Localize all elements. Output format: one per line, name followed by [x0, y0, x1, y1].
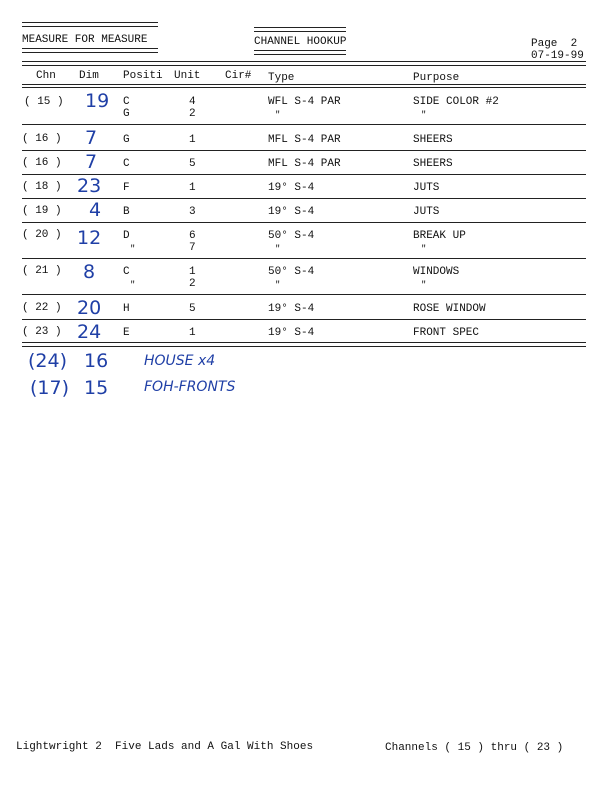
- header-rule-top-left: [22, 22, 158, 27]
- handwritten-channel: (24): [28, 350, 68, 372]
- row-unit: 4: [189, 96, 196, 108]
- row-type: WFL S-4 PAR: [268, 96, 341, 108]
- row-position: E: [123, 327, 130, 339]
- row-unit: 2: [189, 278, 196, 290]
- row-unit: 5: [189, 303, 196, 315]
- row-position: D: [123, 230, 130, 242]
- row-divider: [22, 319, 586, 320]
- row-type: MFL S-4 PAR: [268, 134, 341, 146]
- row-purpose: FRONT SPEC: [413, 327, 480, 339]
- row-unit: 6: [189, 230, 196, 242]
- header-divider: [22, 84, 586, 85]
- row-channel: ( 16 ): [22, 157, 62, 169]
- row-channel: ( 16 ): [22, 133, 62, 145]
- row-position: F: [123, 182, 130, 194]
- row-purpose: JUTS: [413, 206, 440, 218]
- header-rule-bottom-center: [254, 50, 346, 55]
- row-position: H: [123, 303, 130, 315]
- header-divider-2: [22, 87, 586, 88]
- table-rule-bottom: [22, 342, 586, 347]
- row-channel: ( 19 ): [22, 205, 62, 217]
- col-header-circuit: Cir#: [225, 70, 252, 82]
- row-purpose: BREAK UP: [413, 230, 466, 242]
- row-channel: ( 22 ): [22, 302, 62, 314]
- row-unit: 1: [189, 327, 196, 339]
- row-dimmer-handwritten: 19: [85, 90, 110, 112]
- row-position: G: [123, 134, 130, 146]
- table-rule-top: [22, 61, 586, 66]
- col-header-type: Type: [268, 72, 295, 84]
- handwritten-note: HOUSE x4: [144, 353, 216, 369]
- show-title: MEASURE FOR MEASURE: [22, 34, 148, 46]
- row-unit: 7: [189, 242, 196, 254]
- row-purpose-ditto: ": [421, 280, 427, 290]
- row-divider: [22, 258, 586, 259]
- row-dimmer-handwritten: 20: [77, 297, 102, 319]
- row-position: C: [123, 96, 130, 108]
- row-position: G: [123, 108, 130, 120]
- row-type: 19° S-4: [268, 327, 315, 339]
- row-position-ditto: ": [130, 244, 136, 254]
- report-title: CHANNEL HOOKUP: [254, 36, 347, 48]
- row-purpose: SHEERS: [413, 158, 453, 170]
- row-purpose: ROSE WINDOW: [413, 303, 486, 315]
- col-header-chn: Chn: [36, 70, 56, 82]
- row-dimmer-handwritten: 24: [77, 321, 102, 343]
- row-purpose-ditto: ": [421, 110, 427, 120]
- row-unit: 1: [189, 182, 196, 194]
- row-type: 19° S-4: [268, 303, 315, 315]
- row-divider: [22, 174, 586, 175]
- row-unit: 5: [189, 158, 196, 170]
- row-type: 19° S-4: [268, 182, 315, 194]
- row-purpose: JUTS: [413, 182, 440, 194]
- row-position: B: [123, 206, 130, 218]
- row-position: C: [123, 158, 130, 170]
- row-dimmer-handwritten: 7: [85, 127, 98, 149]
- row-position-ditto: ": [130, 280, 136, 290]
- row-type-ditto: ": [275, 110, 281, 120]
- row-dimmer-handwritten: 23: [77, 175, 102, 197]
- row-divider: [22, 294, 586, 295]
- row-channel: ( 23 ): [22, 326, 62, 338]
- handwritten-dimmer: 15: [84, 377, 109, 399]
- row-unit: 1: [189, 134, 196, 146]
- row-purpose-ditto: ": [421, 244, 427, 254]
- row-type-ditto: ": [275, 280, 281, 290]
- row-unit: 1: [189, 266, 196, 278]
- row-channel: ( 21 ): [22, 265, 62, 277]
- row-dimmer-handwritten: 8: [83, 261, 96, 283]
- row-purpose: WINDOWS: [413, 266, 460, 278]
- footer-channel-range: Channels ( 15 ) thru ( 23 ): [385, 742, 564, 754]
- handwritten-channel: (17): [30, 377, 70, 399]
- col-header-position: Positi: [123, 70, 163, 82]
- handwritten-dimmer: 16: [84, 350, 109, 372]
- page-number: Page 2: [531, 38, 578, 50]
- row-position: C: [123, 266, 130, 278]
- row-divider: [22, 150, 586, 151]
- row-divider: [22, 198, 586, 199]
- row-type-ditto: ": [275, 244, 281, 254]
- row-type: 19° S-4: [268, 206, 315, 218]
- header-rule-bottom-left: [22, 48, 158, 53]
- row-type: 50° S-4: [268, 230, 315, 242]
- row-dimmer-handwritten: 7: [85, 151, 98, 173]
- header-rule-top-center: [254, 27, 346, 32]
- row-purpose: SIDE COLOR #2: [413, 96, 499, 108]
- row-unit: 3: [189, 206, 196, 218]
- row-dimmer-handwritten: 12: [77, 227, 102, 249]
- col-header-dim: Dim: [79, 70, 99, 82]
- col-header-purpose: Purpose: [413, 72, 460, 84]
- row-divider: [22, 222, 586, 223]
- row-channel: ( 20 ): [22, 229, 62, 241]
- row-type: MFL S-4 PAR: [268, 158, 341, 170]
- row-dimmer-handwritten: 4: [89, 199, 102, 221]
- row-channel: ( 15 ): [24, 96, 64, 108]
- handwritten-note: FOH-FRONTS: [144, 379, 236, 395]
- footer-program-show: Lightwright 2 Five Lads and A Gal With Shoes: [16, 741, 314, 753]
- row-purpose: SHEERS: [413, 134, 453, 146]
- page-date: 07-19-99: [531, 50, 584, 62]
- col-header-unit: Unit: [174, 70, 201, 82]
- row-channel: ( 18 ): [22, 181, 62, 193]
- row-divider: [22, 124, 586, 125]
- row-unit: 2: [189, 108, 196, 120]
- row-type: 50° S-4: [268, 266, 315, 278]
